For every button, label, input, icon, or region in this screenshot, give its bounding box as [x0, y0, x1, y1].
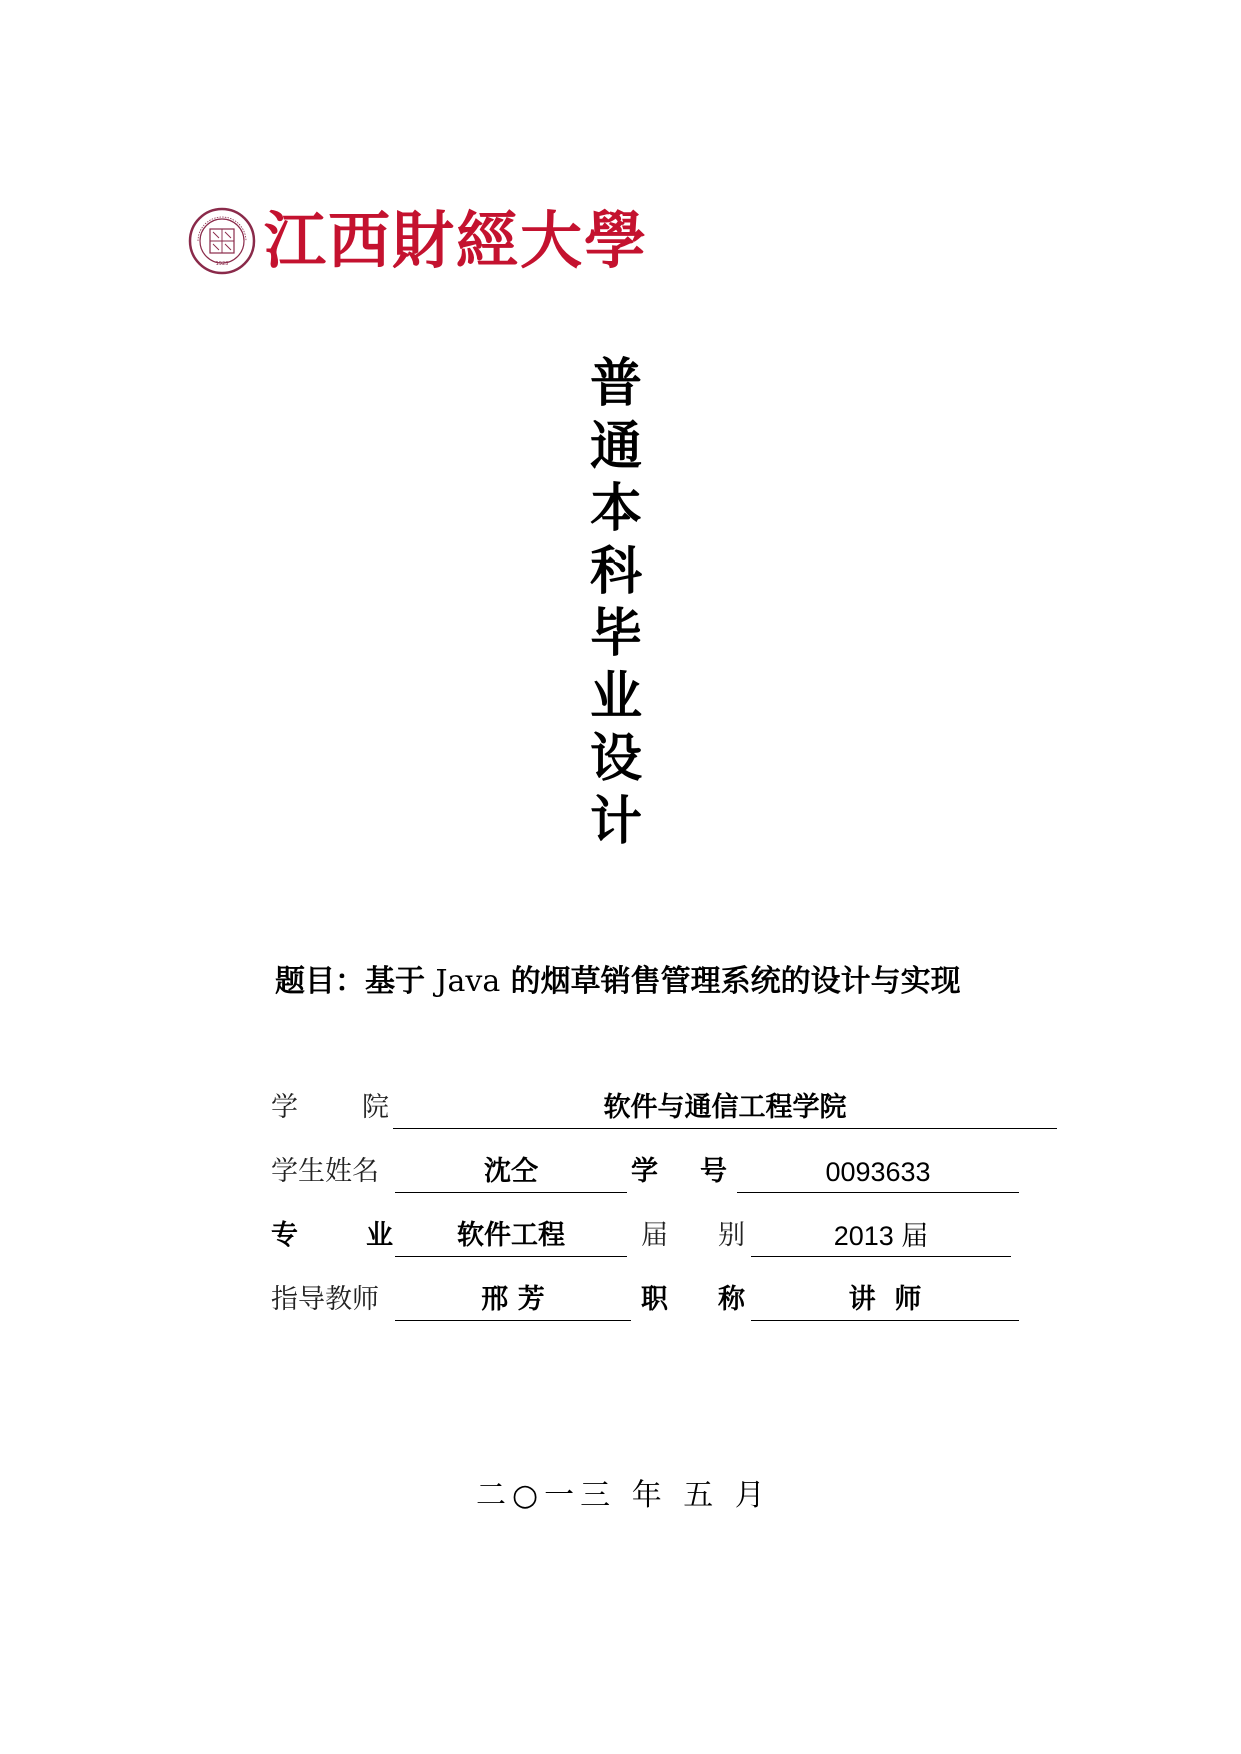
class-year-label-a: 届 — [641, 1220, 668, 1251]
class-year-value: 2013 届 — [751, 1216, 1011, 1257]
document-type-title: 普通本科毕业设计 — [589, 354, 642, 852]
student-id-value: 0093633 — [737, 1152, 1019, 1193]
advisor-row — [271, 1280, 1019, 1320]
advisor-title-label — [641, 1280, 745, 1320]
student-id-label-a: 学 — [631, 1156, 658, 1187]
student-id-label — [631, 1152, 727, 1192]
class-year-label — [641, 1216, 745, 1256]
major-label-b: 业 — [366, 1220, 393, 1251]
advisor-value: 邢 芳 — [395, 1280, 631, 1321]
topic-java: Java — [435, 964, 501, 999]
advisor-title-label-a: 职 — [641, 1284, 668, 1315]
submission-date: 二○一三 年 五 月 — [476, 1478, 771, 1513]
student-id-label-b: 号 — [700, 1156, 727, 1187]
student-name-label: 学生姓名 — [271, 1156, 379, 1187]
advisor-label: 指导教师 — [271, 1284, 379, 1315]
seal-year: 1923 — [215, 261, 229, 267]
college-row — [271, 1088, 1057, 1128]
university-header — [188, 205, 648, 277]
major-label-a: 专 — [271, 1220, 298, 1251]
college-label-a: 学 — [271, 1092, 298, 1123]
major-row — [271, 1216, 1011, 1256]
university-seal-icon — [188, 207, 256, 275]
topic-suffix: 的烟草销售管理系统的设计与实现 — [510, 964, 961, 999]
college-label-b: 院 — [362, 1092, 389, 1123]
class-year-label-b: 别 — [718, 1220, 745, 1251]
student-name-value: 沈仝 — [395, 1152, 627, 1193]
advisor-title-label-b: 称 — [718, 1284, 745, 1315]
college-value: 软件与通信工程学院 — [393, 1088, 1057, 1129]
advisor-title-value: 讲 师 — [751, 1280, 1019, 1321]
major-value: 软件工程 — [395, 1216, 627, 1257]
university-name: 江西財經大學 — [264, 204, 649, 277]
thesis-topic — [275, 962, 961, 1002]
topic-prefix: 题目：基于 — [275, 964, 425, 999]
major-label — [271, 1216, 393, 1256]
college-label — [271, 1088, 389, 1128]
student-row — [271, 1152, 1019, 1192]
